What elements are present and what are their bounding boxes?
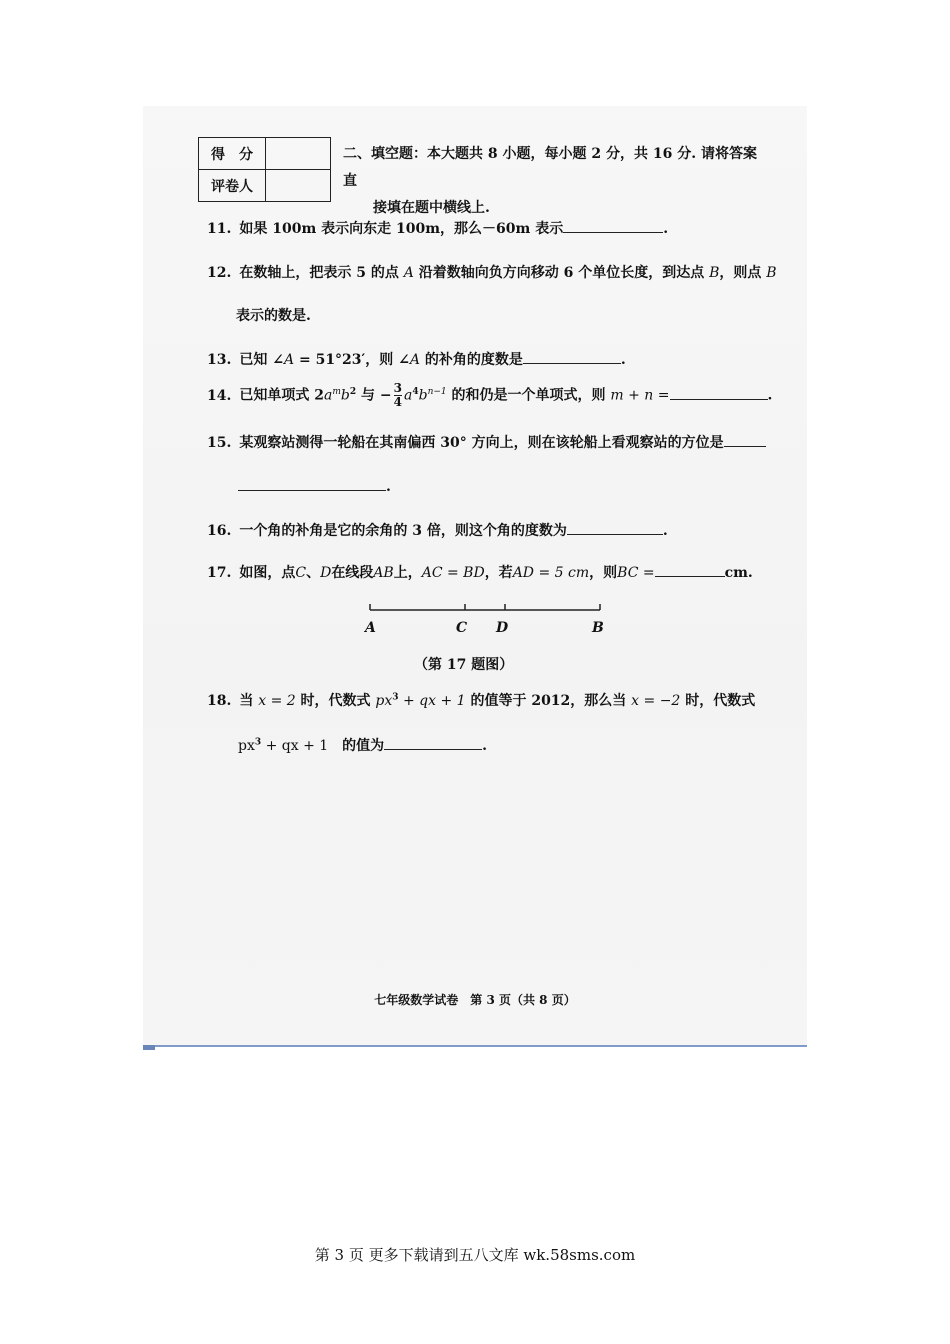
question-11: 11. 如果 100m 表示向东走 100m，那么－60m 表示 . xyxy=(207,218,668,238)
grader-label: 评卷人 xyxy=(199,170,266,202)
question-12: 12. 在数轴上，把表示 5 的点 A 沿着数轴向负方向移动 6 个单位长度，到达点 B，则点 B xyxy=(207,265,777,281)
answer-blank xyxy=(523,349,621,364)
section-heading xyxy=(343,141,761,222)
divider-line xyxy=(143,1045,807,1047)
section-line-2: 接填在题中横线上. xyxy=(373,200,490,216)
answer-blank xyxy=(567,520,663,535)
question-18: 18. 当 x = 2 时，代数式 $px^3$ + qx + 1 的值等于 2012，那么当 x = −2 时，代数式 xyxy=(207,692,756,709)
question-18-line-2: $px^3$ + qx + 1 的值为 . xyxy=(238,735,487,755)
question-17: 17. 如图，点C、D在线段AB上，AC = BD，若AD = 5 cm，则BC = cm. xyxy=(207,562,753,582)
question-15-line-2: . xyxy=(238,476,391,495)
answer-blank xyxy=(563,218,663,233)
figure-caption: （第 17 题图） xyxy=(414,657,514,673)
question-16: 16. 一个角的补角是它的余角的 3 倍，则这个角的度数为 . xyxy=(207,520,668,540)
fraction: $\frac{3}{4}$ xyxy=(393,381,402,409)
point-d-label: D xyxy=(496,620,509,636)
point-b-label: B xyxy=(592,620,604,636)
segment-line xyxy=(365,598,605,618)
segment-figure xyxy=(365,598,605,638)
divider-mark xyxy=(143,1045,155,1050)
grader-box xyxy=(266,170,331,202)
answer-blank xyxy=(384,735,482,750)
point-c-label: C xyxy=(456,620,468,636)
score-table xyxy=(198,137,331,202)
answer-blank xyxy=(724,432,766,447)
answer-blank xyxy=(655,562,725,577)
answer-blank xyxy=(238,476,386,491)
question-15: 15. 某观察站测得一轮船在其南偏西 30° 方向上，则在该轮船上看观察站的方位是 xyxy=(207,432,766,452)
question-13: 13. 已知 ∠A = 51°23′，则 ∠A 的补角的度数是 . xyxy=(207,349,626,369)
score-label: 得 分 xyxy=(199,138,266,170)
question-12-line-2: 表示的数是. xyxy=(236,308,311,324)
score-box xyxy=(266,138,331,170)
q11-text: 如果 100m 表示向东走 100m，那么－60m 表示 xyxy=(239,221,564,237)
document-footer: 第 3 页 更多下载请到五八文库 wk.58sms.com xyxy=(314,1246,636,1264)
answer-blank xyxy=(670,385,768,400)
section-line-1: 二、填空题：本大题共 8 小题，每小题 2 分，共 16 分. 请将答案直 xyxy=(343,146,757,189)
question-14: 14. 已知单项式 $2a^mb^2$ 与 − $\frac{3}{4}$ $a^4b^{n-1}$ 的和仍是一个单项式，则 m + n = . xyxy=(207,381,773,409)
exam-page-footer: 七年级数学试卷 第 3 页（共 8 页） xyxy=(374,993,576,1007)
point-a-label: A xyxy=(365,620,376,636)
